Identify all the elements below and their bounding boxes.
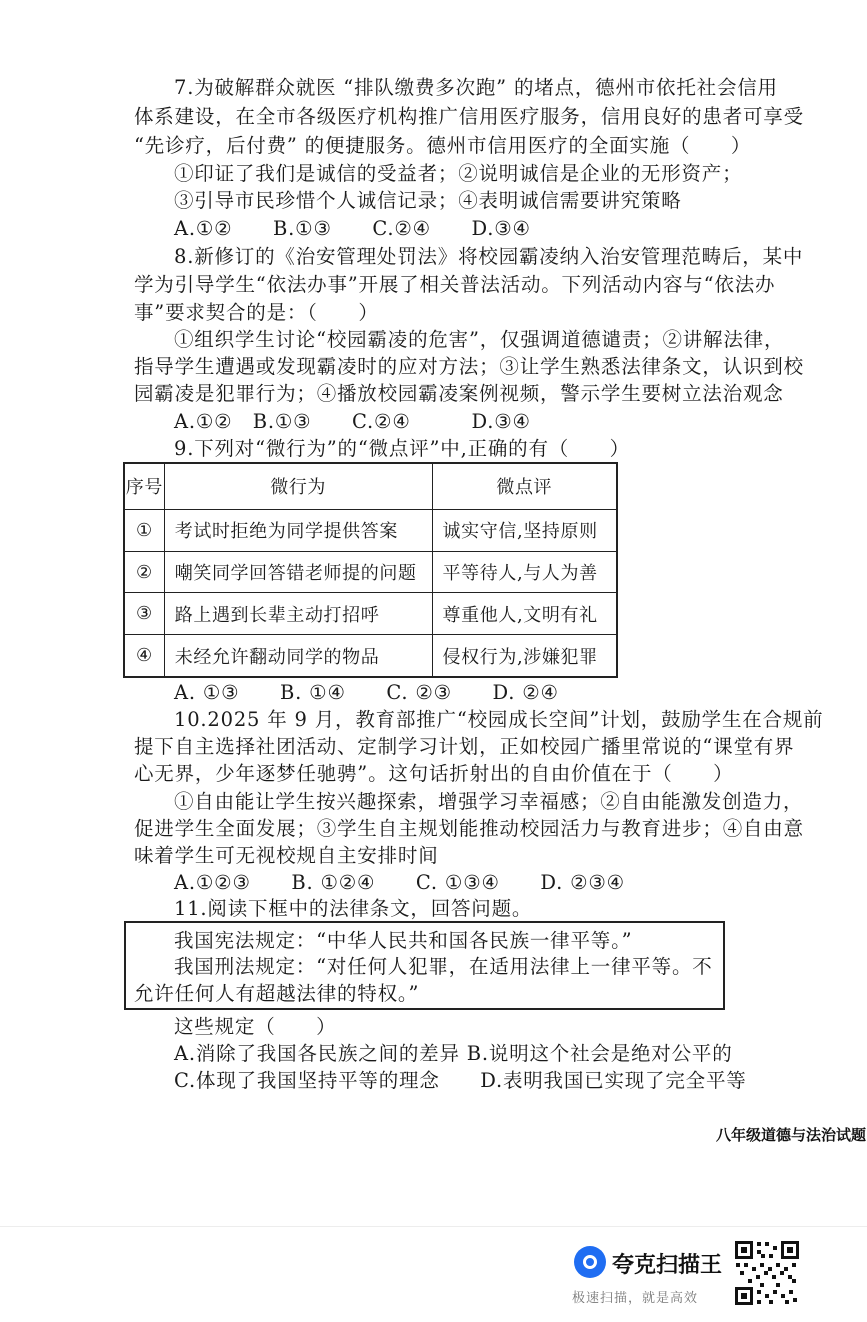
q7-line-2: 体系建设，在全市各级医疗机构推广信用医疗服务，信用良好的患者可享受 [134, 105, 804, 128]
q10-line-2: 提下自主选择社团活动、定制学习计划，正如校园广播里常说的“课堂有界 [134, 735, 795, 758]
q10-line-1: 10.2025 年 9 月，教育部推广“校园成长空间”计划，鼓励学生在合规前 [174, 708, 824, 731]
table-header-cell: 序号 [124, 463, 164, 509]
table-cell: 尊重他人,文明有礼 [432, 593, 617, 635]
q7-statement-1: ①印证了我们是诚信的受益者；②说明诚信是企业的无形资产； [174, 162, 743, 185]
table-cell: 平等待人,与人为善 [432, 551, 617, 593]
table-cell: 侵权行为,涉嫌犯罪 [432, 635, 617, 677]
q7-options: A.①② B.①③ C.②④ D.③④ [174, 217, 531, 240]
table-row [124, 593, 617, 635]
q11-options-cd: C.体现了我国坚持平等的理念 D.表明我国已实现了完全平等 [174, 1069, 747, 1092]
table-row [124, 635, 617, 677]
table-row [124, 551, 617, 593]
table-header-cell: 微行为 [164, 463, 432, 509]
brand-name: 夸克扫描王 [612, 1253, 723, 1278]
q9-table [123, 462, 618, 678]
q8-line-2: 学为引导学生“依法办事”开展了相关普法活动。下列活动内容与“依法办 [134, 273, 776, 296]
q10-statement-1: ①自由能让学生按兴趣探索，增强学习幸福感；②自由能激发创造力， [174, 790, 804, 813]
table-cell: 嘲笑同学回答错老师提的问题 [164, 551, 432, 593]
q8-line-3: 事”要求契合的是：（ ） [134, 301, 379, 324]
q11-stem: 11.阅读下框中的法律条文，回答问题。 [174, 897, 533, 920]
table-cell: ① [124, 509, 164, 551]
q10-options: A.①②③ B. ①②④ C. ①③④ D. ②③④ [174, 871, 625, 894]
q10-line-3: 心无界，少年逐梦任驰骋”。这句话折射出的自由价值在于（ ） [134, 762, 734, 785]
table-header-cell: 微点评 [432, 463, 617, 509]
divider [0, 1226, 867, 1227]
q9-options: A. ①③ B. ①④ C. ②③ D. ②④ [174, 681, 559, 704]
table-cell: 路上遇到长辈主动打招呼 [164, 593, 432, 635]
q8-line-1: 8.新修订的《治安管理处罚法》将校园霸凌纳入治安管理范畴后，某中 [174, 245, 804, 268]
table-cell: 诚实守信,坚持原则 [432, 509, 617, 551]
q8-statement-3: 园霸凌是犯罪行为；④播放校园霸凌案例视频，警示学生要树立法治观念 [134, 382, 784, 405]
law-criminal-1: 我国刑法规定：“对任何人犯罪，在适用法律上一律平等。不 [174, 955, 713, 978]
q7-line-1: 7.为破解群众就医 “排队缴费多次跑” 的堵点，德州市依托社会信用 [174, 76, 778, 99]
q10-statement-3: 味着学生可无视校规自主安排时间 [134, 844, 439, 867]
qr-code-icon [734, 1240, 800, 1306]
table-cell: ④ [124, 635, 164, 677]
quark-logo-icon [574, 1246, 606, 1278]
q8-statement-2: 指导学生遭遇或发现霸凌时的应对方法；③让学生熟悉法律条文，认识到校 [134, 355, 804, 378]
q7-statement-2: ③引导市民珍惜个人诚信记录；④表明诚信需要讲究策略 [174, 189, 682, 212]
law-constitution: 我国宪法规定：“中华人民共和国各民族一律平等。” [174, 929, 633, 952]
table-cell: 未经允许翻动同学的物品 [164, 635, 432, 677]
table-cell: 考试时拒绝为同学提供答案 [164, 509, 432, 551]
q11-line: 这些规定（ ） [174, 1015, 337, 1038]
page-title: 八年级道德与法治试题 [716, 1126, 867, 1144]
q8-statement-1: ①组织学生讨论“校园霸凌的危害”，仅强调道德谴责；②讲解法律， [174, 328, 785, 351]
q8-options: A.①② B.①③ C.②④ D.③④ [174, 410, 531, 433]
q11-options-ab: A.消除了我国各民族之间的差异 B.说明这个社会是绝对公平的 [174, 1042, 733, 1065]
brand-slogan: 极速扫描，就是高效 [572, 1291, 699, 1306]
law-criminal-2: 允许任何人有超越法律的特权。” [134, 982, 420, 1005]
table-cell: ② [124, 551, 164, 593]
q7-line-3: “先诊疗，后付费” 的便捷服务。德州市信用医疗的全面实施（ ） [134, 134, 752, 157]
table-row [124, 509, 617, 551]
table-header-row [124, 463, 617, 509]
q10-statement-2: 促进学生全面发展；③学生自主规划能推动校园活力与教育进步；④自由意 [134, 817, 804, 840]
q9-stem: 9.下列对“微行为”的“微点评”中,正确的有（ ） [174, 437, 630, 460]
table-cell: ③ [124, 593, 164, 635]
